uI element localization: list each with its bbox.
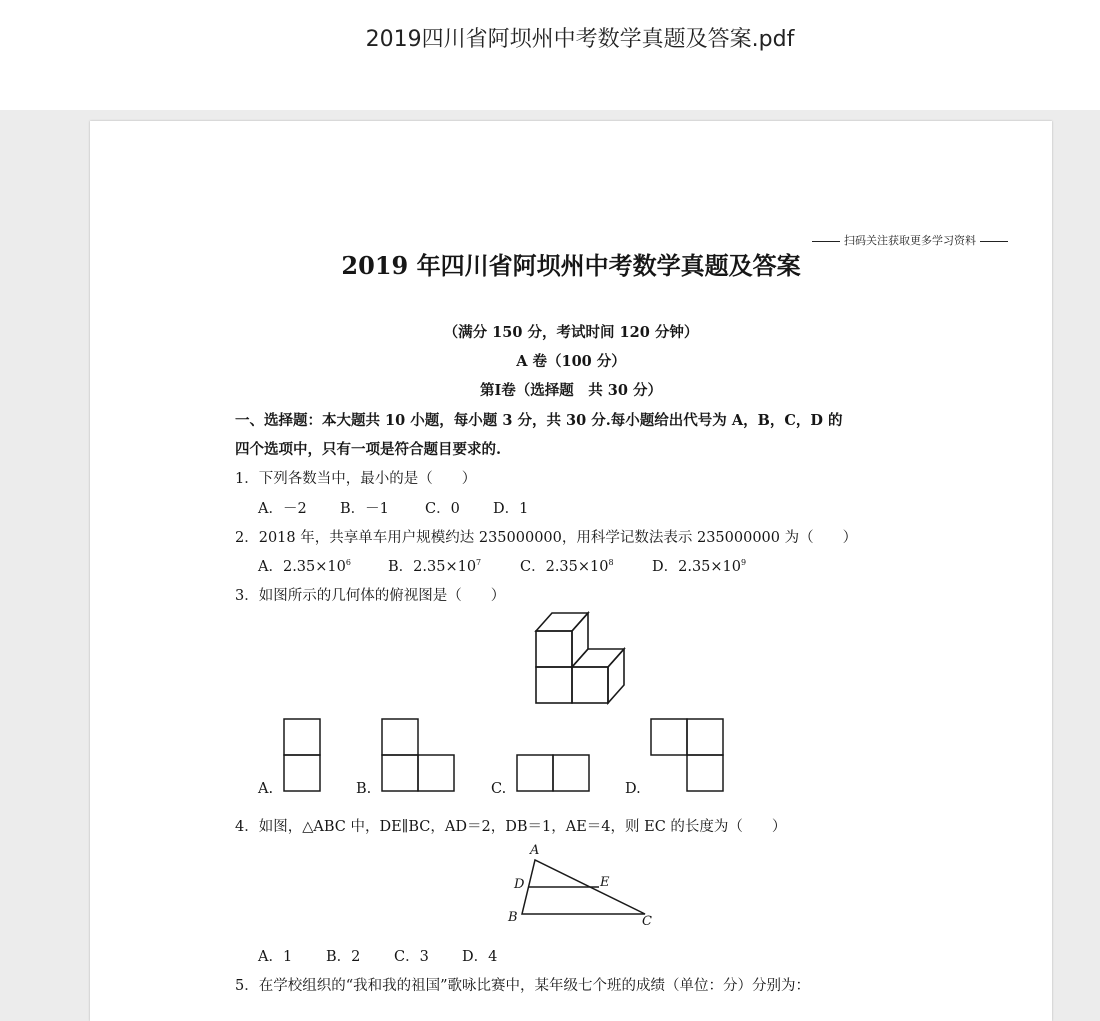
exam-info: （满分 150 分，考试时间 120 分钟）: [443, 324, 699, 341]
q3-d-square-top-right: [687, 719, 723, 755]
q2-option-a-exp: 6: [345, 558, 351, 567]
q3-c-square-right: [553, 755, 589, 791]
q3-b-square-top: [382, 719, 418, 755]
exam-title: 2019 年四川省阿坝州中考数学真题及答案: [341, 251, 801, 280]
q4-triangle-figure: [522, 860, 645, 914]
pdf-page: [90, 121, 1052, 1021]
document-file-name: 2019四川省阿坝州中考数学真题及答案.pdf: [365, 27, 795, 52]
q2-option-c-base: C．2.35×10: [520, 559, 609, 575]
q3-a-square-bottom: [284, 755, 320, 791]
q4-stem: 4．如图，△ABC 中，DE∥BC，AD＝2，DB＝1，AE＝4，则 EC 的长度为（ ）: [235, 819, 787, 835]
q2-option-d-exp: 9: [741, 558, 747, 567]
q3-c-square-left: [517, 755, 553, 791]
q3-solid-front-right: [572, 667, 608, 703]
q5-stem: 5．在学校组织的“我和我的祖国”歌咏比赛中，某年级七个班的成绩（单位：分）分别为：: [235, 978, 811, 994]
q3-option-c-label: C.: [491, 781, 507, 797]
q4-option-c: C．3: [394, 949, 429, 965]
q4-option-d: D．4: [462, 949, 498, 965]
q3-solid-side-lower: [608, 649, 624, 703]
q3-solid-front-bottom: [536, 667, 572, 703]
q1-option-b: B．－1: [340, 501, 389, 517]
q2-option-c-exp: 8: [608, 558, 614, 567]
q4-option-a: A．1: [258, 949, 293, 965]
q4-label-b: B: [508, 910, 518, 925]
part-one-heading: 第Ⅰ卷（选择题 共 30 分）: [479, 382, 663, 399]
q3-solid-front-top: [536, 631, 572, 667]
q3-b-square-bottom-left: [382, 755, 418, 791]
q2-option-b-base: B．2.35×10: [388, 559, 477, 575]
q4-label-e: E: [600, 875, 610, 890]
q2-option-b-exp: 7: [476, 558, 482, 567]
q3-d-square-bottom: [687, 755, 723, 791]
q1-option-d: D．1: [493, 501, 529, 517]
q2-option-a-base: A．2.35×10: [258, 559, 346, 575]
q3-b-square-bottom-right: [418, 755, 454, 791]
q4-option-b: B．2: [326, 949, 361, 965]
q3-option-d-label: D.: [625, 781, 641, 797]
q3-solid-figure: [536, 613, 624, 703]
q1-stem: 1．下列各数当中，最小的是（ ）: [235, 471, 477, 487]
section-intro-line2: 四个选项中，只有一项是符合题目要求的.: [235, 441, 502, 458]
q1-option-a: A．－2: [258, 501, 307, 517]
q3-option-b-label: B.: [356, 781, 372, 797]
q4-label-d: D: [514, 877, 525, 892]
figures-layer: [90, 121, 1052, 1021]
q4-label-a: A: [530, 843, 540, 858]
q2-option-d-base: D．2.35×10: [652, 559, 742, 575]
viewer-header: [0, 0, 1100, 110]
q3-stem: 3．如图所示的几何体的俯视图是（ ）: [235, 588, 506, 604]
q3-a-square-top: [284, 719, 320, 755]
q4-label-c: C: [642, 914, 652, 929]
q2-stem: 2．2018 年，共享单车用户规模约达 235000000，用科学记数法表示 235000000 为（ ）: [235, 530, 858, 546]
q3-option-a-label: A.: [258, 781, 274, 797]
section-intro-line1: 一、选择题：本大题共 10 小题，每小题 3 分，共 30 分.每小题给出代号为 A，B，C，D 的: [235, 412, 843, 429]
qr-note-text: 扫码关注获取更多学习资料: [844, 234, 976, 247]
q3-d-square-top-left: [651, 719, 687, 755]
q1-option-c: C．0: [425, 501, 460, 517]
paper-a-heading: A 卷（100 分）: [516, 353, 626, 370]
